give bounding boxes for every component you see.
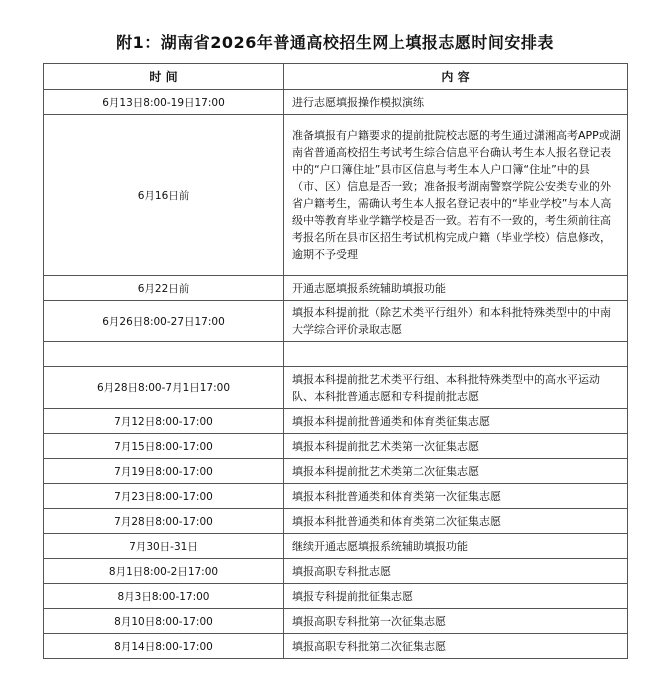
time-cell: 7月30日-31日 [44,534,284,559]
time-cell: 7月12日8:00-17:00 [44,409,284,434]
time-cell: 6月28日8:00-7月1日17:00 [44,367,284,409]
content-cell: 填报高职专科批第一次征集志愿 [284,609,628,634]
content-cell: 填报高职专科批第二次征集志愿 [284,634,628,659]
time-cell: 8月10日8:00-17:00 [44,609,284,634]
table-row [44,584,628,609]
table-row [44,409,628,434]
time-cell: 7月15日8:00-17:00 [44,434,284,459]
time-cell: 6月22日前 [44,276,284,301]
table-row [44,276,628,301]
time-cell: 8月3日8:00-17:00 [44,584,284,609]
content-cell: 填报本科批普通类和体育类第二次征集志愿 [284,509,628,534]
time-cell: 8月14日8:00-17:00 [44,634,284,659]
table-row [44,301,628,342]
content-cell: 准备填报有户籍要求的提前批院校志愿的考生通过潇湘高考APP或湖南省普通高校招生考试考生综合信息平台确认考生本人报名登记表中的“户口簿住址”县市区信息与考生本人户口簿“住址”中的县（市、区）信息是否一致；准备报考湖南警察学院公安类专业的外省户籍考生，需确认考生本人报名登记表中的“毕业学校”与本人高级中等教育毕业学籍学校是否一致。若有不一致的，考生须前往高考报名所在县市区招生考试机构完成户籍（毕业学校）信息修改，逾期不予受理 [284,115,628,276]
content-cell: 填报本科提前批（除艺术类平行组外）和本科批特殊类型中的中南大学综合评价录取志愿 [284,301,628,342]
table-row [44,434,628,459]
content-cell: 填报本科批普通类和体育类第一次征集志愿 [284,484,628,509]
table-row [44,534,628,559]
table-row [44,609,628,634]
content-cell: 填报本科提前批艺术类第二次征集志愿 [284,459,628,484]
table-row [44,367,628,409]
time-cell: 7月23日8:00-17:00 [44,484,284,509]
time-cell: 8月1日8:00-2日17:00 [44,559,284,584]
table-row [44,634,628,659]
content-cell: 填报本科提前批艺术类平行组、本科批特殊类型中的高水平运动队、本科批普通志愿和专科提前批志愿 [284,367,628,409]
table-row [44,484,628,509]
content-cell: 填报高职专科批志愿 [284,559,628,584]
table-row [44,90,628,115]
table-row [44,459,628,484]
time-cell: 6月13日8:00-19日17:00 [44,90,284,115]
time-cell: 7月19日8:00-17:00 [44,459,284,484]
header-content: 内 容 [284,64,628,90]
content-cell: 开通志愿填报系统辅助填报功能 [284,276,628,301]
content-cell: 填报本科提前批艺术类第一次征集志愿 [284,434,628,459]
table-row [44,115,628,276]
header-time: 时 间 [44,64,284,90]
time-cell: 7月28日8:00-17:00 [44,509,284,534]
content-cell: 继续开通志愿填报系统辅助填报功能 [284,534,628,559]
content-cell: 进行志愿填报操作模拟演练 [284,90,628,115]
table-row [44,559,628,584]
schedule-table [43,63,628,659]
time-cell: 6月16日前 [44,115,284,276]
content-cell: 填报本科提前批普通类和体育类征集志愿 [284,409,628,434]
content-cell: 填报专科提前批征集志愿 [284,584,628,609]
table-header-row [44,64,628,90]
table-row [44,342,628,367]
time-cell: 6月26日8:00-27日17:00 [44,301,284,342]
time-cell [44,342,284,367]
document-title: 附1：湖南省2026年普通高校招生网上填报志愿时间安排表 [116,33,554,52]
table-row [44,509,628,534]
content-cell [284,342,628,367]
